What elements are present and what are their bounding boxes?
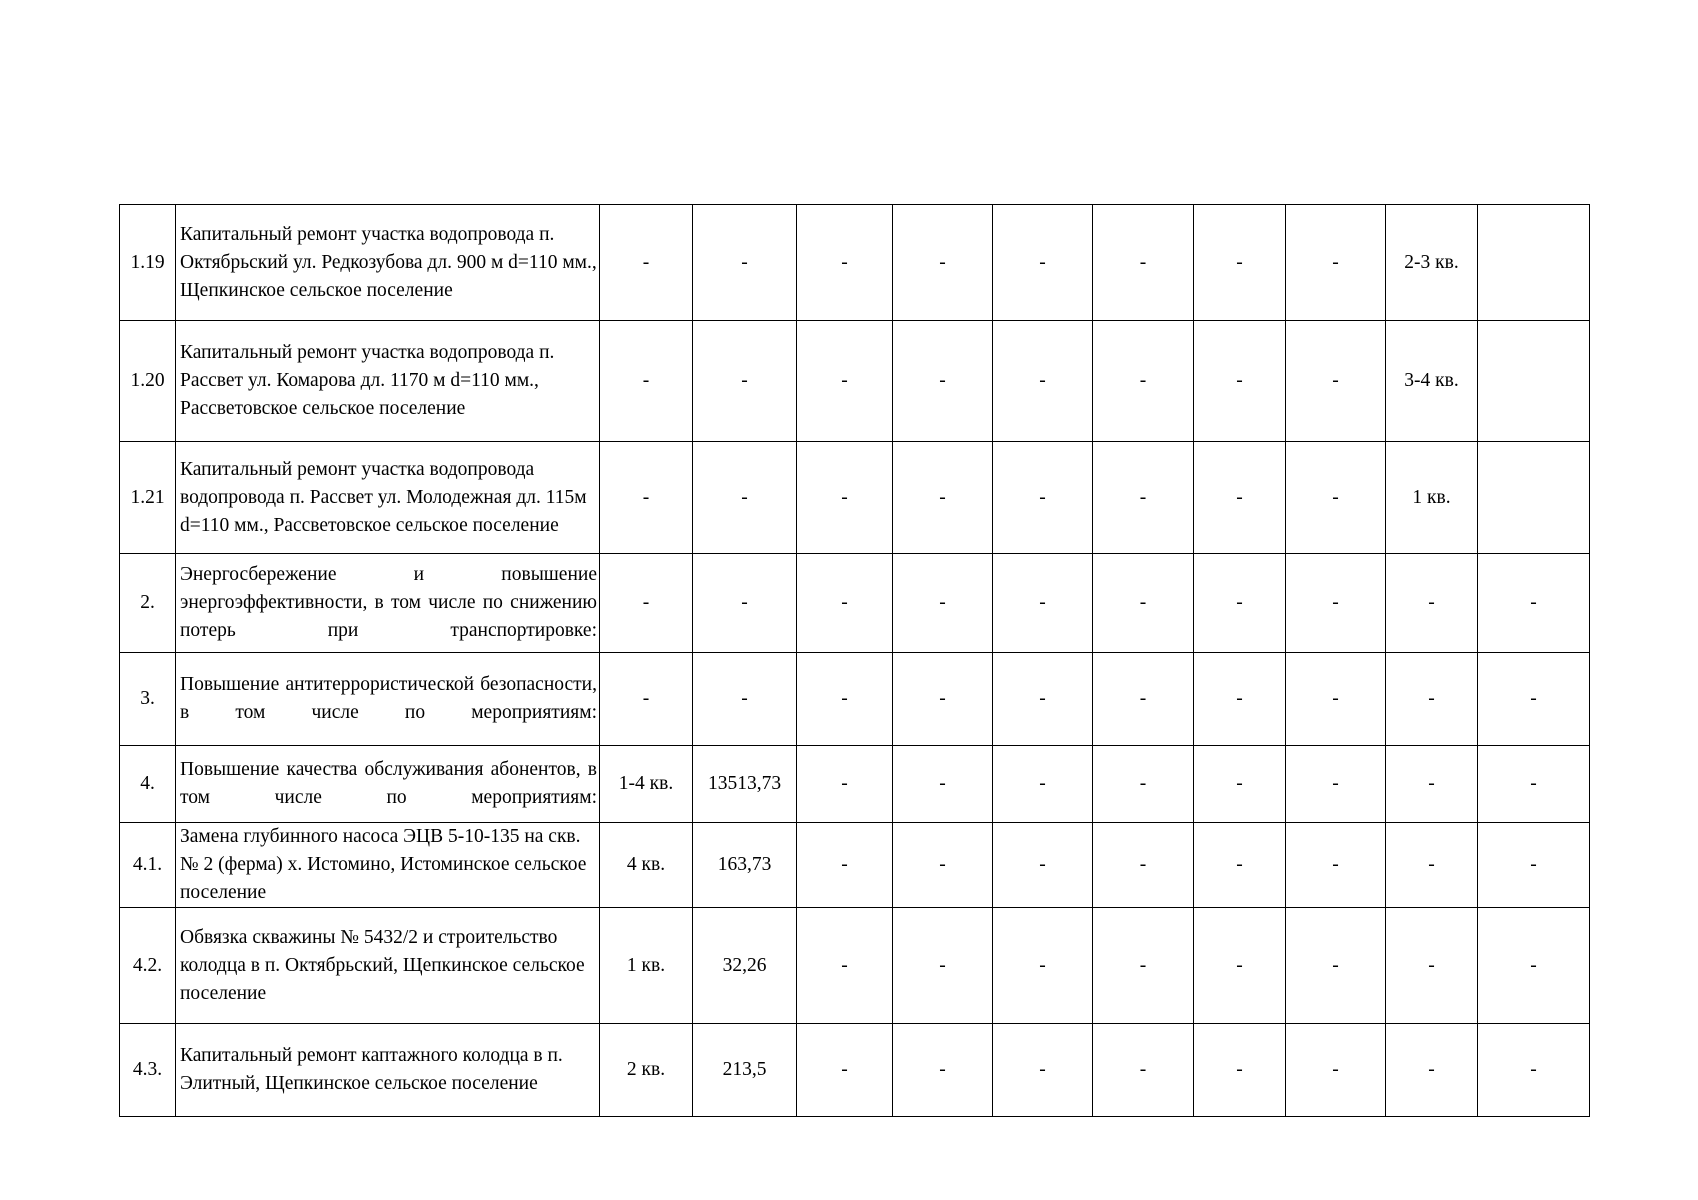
cell: - [1386,554,1478,653]
table-row [120,205,1590,321]
cell: - [1093,442,1194,554]
cell: - [1286,746,1386,823]
table-row [120,442,1590,554]
cell: - [893,554,993,653]
cell: - [1194,746,1286,823]
cell: - [1386,746,1478,823]
cell: - [1286,554,1386,653]
cell [1478,321,1590,442]
cell: - [1286,1024,1386,1117]
cell: - [693,442,797,554]
cell: - [600,321,693,442]
cell: - [797,1024,893,1117]
cell: - [1194,205,1286,321]
cell: 1 кв. [1386,442,1478,554]
cell: - [993,442,1093,554]
cell: - [893,823,993,908]
cell: 32,26 [693,908,797,1024]
row-number: 1.21 [120,442,176,554]
table-row [120,321,1590,442]
row-number: 4.3. [120,1024,176,1117]
cell: - [1286,321,1386,442]
cell: - [1093,554,1194,653]
cell: - [1478,746,1590,823]
table-row [120,1024,1590,1117]
cell: - [1478,653,1590,746]
cell: - [1093,653,1194,746]
cell: - [600,205,693,321]
row-number: 4. [120,746,176,823]
cell: - [1286,823,1386,908]
cell: - [993,321,1093,442]
row-description: Повышение антитеррористической безопасности, в том числе по мероприятиям: [176,653,600,746]
cell: 3-4 кв. [1386,321,1478,442]
cell: - [1093,908,1194,1024]
cell: - [1194,321,1286,442]
cell: - [993,908,1093,1024]
cell: - [1286,205,1386,321]
cell: - [1194,1024,1286,1117]
cell: - [1093,321,1194,442]
cell: - [1286,908,1386,1024]
row-description: Капитальный ремонт участка водопровода п. Рассвет ул. Комарова дл. 1170 м d=110 мм., Рассветовское сельское поселение [176,321,600,442]
cell: 163,73 [693,823,797,908]
cell: - [693,653,797,746]
table-row [120,746,1590,823]
cell: - [693,205,797,321]
cell: - [1286,653,1386,746]
row-description: Капитальный ремонт участка водопровода п. Октябрьский ул. Редкозубова дл. 900 м d=110 мм., Щепкинское сельское поселение [176,205,600,321]
cell: - [893,908,993,1024]
cell [1478,442,1590,554]
cell: - [797,205,893,321]
row-number: 3. [120,653,176,746]
cell: - [1194,653,1286,746]
cell: 1-4 кв. [600,746,693,823]
cell: - [893,205,993,321]
cell: - [797,554,893,653]
cell: - [600,554,693,653]
cell: - [1386,653,1478,746]
cell: - [1478,1024,1590,1117]
cell [1478,205,1590,321]
cell: 13513,73 [693,746,797,823]
cell: 2-3 кв. [1386,205,1478,321]
cell: - [1386,1024,1478,1117]
cell: - [797,653,893,746]
row-number: 1.19 [120,205,176,321]
row-description: Повышение качества обслуживания абонентов, в том числе по мероприятиям: [176,746,600,823]
table-row [120,823,1590,908]
cell: - [993,205,1093,321]
row-number: 4.2. [120,908,176,1024]
cell: - [893,746,993,823]
cell: - [1478,823,1590,908]
cell: - [600,442,693,554]
cell: - [993,1024,1093,1117]
cell: 1 кв. [600,908,693,1024]
cell: - [1194,908,1286,1024]
table-row [120,908,1590,1024]
cell: - [1194,823,1286,908]
cell: - [797,442,893,554]
cell: - [993,653,1093,746]
cell: - [893,442,993,554]
cell: - [993,823,1093,908]
row-description: Обвязка скважины № 5432/2 и строительство колодца в п. Октябрьский, Щепкинское сельское поселение [176,908,600,1024]
cell: 4 кв. [600,823,693,908]
cell: - [693,554,797,653]
cell: - [1286,442,1386,554]
row-number: 2. [120,554,176,653]
cell: - [893,1024,993,1117]
cell: - [893,321,993,442]
cell: - [1093,746,1194,823]
cell: - [1194,554,1286,653]
cell: - [797,823,893,908]
row-number: 4.1. [120,823,176,908]
cell: 2 кв. [600,1024,693,1117]
cell: - [1478,908,1590,1024]
cell: - [1093,823,1194,908]
table-row [120,554,1590,653]
cell: - [797,908,893,1024]
cell: - [1093,205,1194,321]
cell: - [600,653,693,746]
investment-plan-table [119,204,1590,1117]
cell: - [993,746,1093,823]
cell: - [797,321,893,442]
row-description: Капитальный ремонт каптажного колодца в п. Элитный, Щепкинское сельское поселение [176,1024,600,1117]
cell: - [1093,1024,1194,1117]
cell: - [1478,554,1590,653]
row-description: Энергосбережение и повышение энергоэффективности, в том числе по снижению потерь при транспортировке: [176,554,600,653]
table-row [120,653,1590,746]
cell: - [693,321,797,442]
cell: - [1386,908,1478,1024]
cell: - [893,653,993,746]
cell: - [1194,442,1286,554]
cell: - [797,746,893,823]
row-description: Капитальный ремонт участка водопровода водопровода п. Рассвет ул. Молодежная дл. 115м d=110 мм., Рассветовское сельское поселение [176,442,600,554]
row-number: 1.20 [120,321,176,442]
cell: 213,5 [693,1024,797,1117]
cell: - [1386,823,1478,908]
cell: - [993,554,1093,653]
row-description: Замена глубинного насоса ЭЦВ 5-10-135 на скв. № 2 (ферма) х. Истомино, Истоминское сельское поселение [176,823,600,908]
